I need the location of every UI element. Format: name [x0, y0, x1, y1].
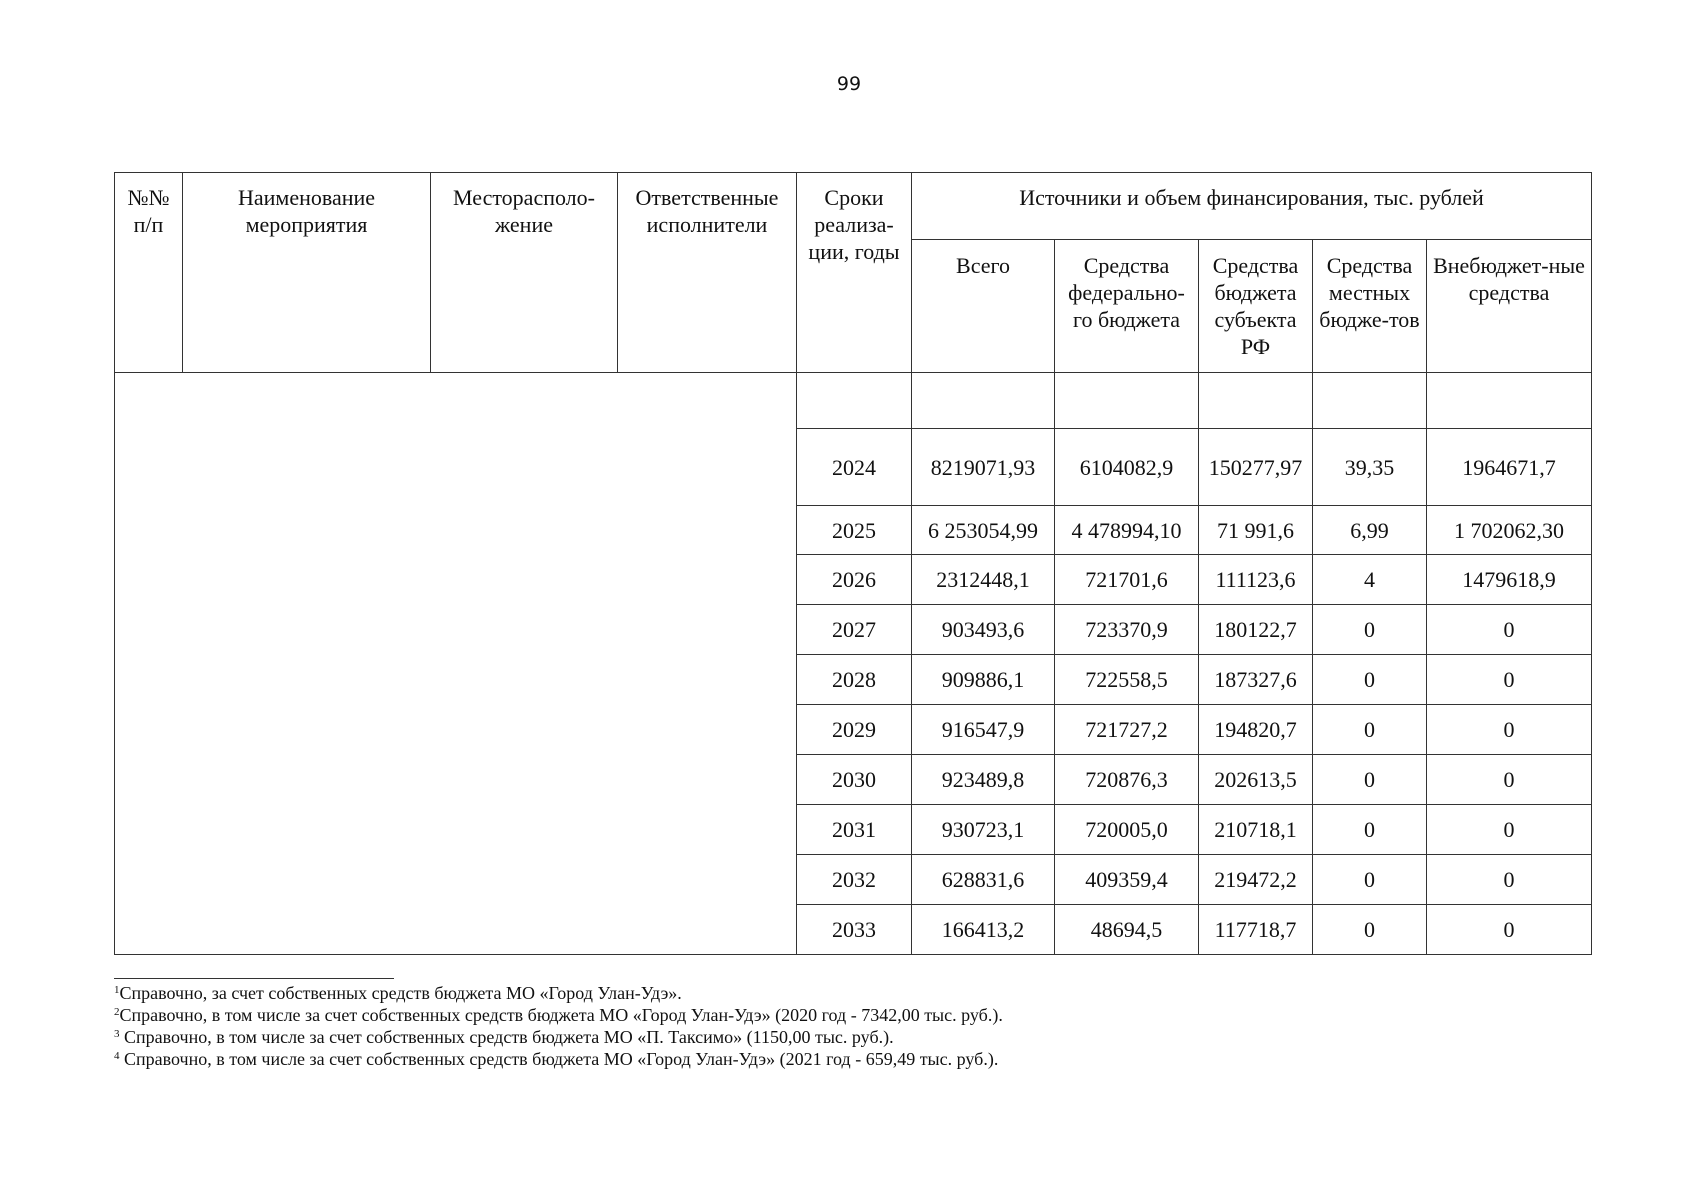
cell-federal: 721727,2 [1055, 705, 1199, 755]
cell-local: 0 [1313, 905, 1427, 955]
footnote-text: Справочно, в том числе за счет собственных средств бюджета МО «Город Улан-Удэ» (2021 год - 659,49 тыс. руб.). [119, 1049, 999, 1069]
cell-year: 2027 [797, 605, 912, 655]
cell-extra: 1 702062,30 [1427, 506, 1592, 555]
cell-extra: 0 [1427, 805, 1592, 855]
footnote-text: Справочно, в том числе за счет собственных средств бюджета МО «П. Таксимо» (1150,00 тыс. руб.). [119, 1027, 894, 1047]
cell-year: 2033 [797, 905, 912, 955]
footnote [114, 1026, 1003, 1048]
header-federal: Средства федерально-го бюджета [1055, 240, 1199, 373]
cell-local [1313, 373, 1427, 429]
cell-year: 2025 [797, 506, 912, 555]
cell-federal: 4 478994,10 [1055, 506, 1199, 555]
cell-subject [1199, 373, 1313, 429]
cell-year [797, 373, 912, 429]
footnote-mark: 1 [114, 984, 120, 996]
header-local: Средства местных бюдже-тов [1313, 240, 1427, 373]
cell-extra: 0 [1427, 855, 1592, 905]
footnote [114, 982, 1003, 1004]
cell-local: 0 [1313, 855, 1427, 905]
cell-federal: 721701,6 [1055, 555, 1199, 605]
table-body [115, 373, 1592, 955]
page-number: 99 [836, 73, 862, 95]
cell-local: 0 [1313, 655, 1427, 705]
header-extra: Внебюджет-ные средства [1427, 240, 1592, 373]
cell-total: 6 253054,99 [912, 506, 1055, 555]
cell-extra: 1964671,7 [1427, 429, 1592, 506]
cell-subject: 219472,2 [1199, 855, 1313, 905]
cell-total: 2312448,1 [912, 555, 1055, 605]
footnote [114, 1048, 1003, 1070]
cell-total: 909886,1 [912, 655, 1055, 705]
cell-subject: 150277,97 [1199, 429, 1313, 506]
footnote [114, 1004, 1003, 1026]
cell-subject: 202613,5 [1199, 755, 1313, 805]
footnote-text: Справочно, за счет собственных средств бюджета МО «Город Улан-Удэ». [119, 983, 682, 1003]
cell-extra: 0 [1427, 755, 1592, 805]
cell-extra: 0 [1427, 605, 1592, 655]
cell-federal: 6104082,9 [1055, 429, 1199, 506]
merged-blank-area [115, 373, 797, 955]
cell-year: 2029 [797, 705, 912, 755]
cell-extra: 0 [1427, 905, 1592, 955]
header-location: Месторасполо-жение [431, 173, 618, 373]
footnote-divider [114, 978, 394, 979]
cell-total: 903493,6 [912, 605, 1055, 655]
cell-federal: 48694,5 [1055, 905, 1199, 955]
cell-total: 166413,2 [912, 905, 1055, 955]
cell-year: 2028 [797, 655, 912, 705]
cell-federal: 722558,5 [1055, 655, 1199, 705]
cell-subject: 111123,6 [1199, 555, 1313, 605]
header-subject: Средства бюджета субъекта РФ [1199, 240, 1313, 373]
cell-extra [1427, 373, 1592, 429]
cell-total: 916547,9 [912, 705, 1055, 755]
cell-local: 4 [1313, 555, 1427, 605]
header-name: Наименование мероприятия [183, 173, 431, 373]
cell-local: 0 [1313, 705, 1427, 755]
cell-total [912, 373, 1055, 429]
cell-federal [1055, 373, 1199, 429]
cell-subject: 194820,7 [1199, 705, 1313, 755]
header-period: Сроки реализа-ции, годы [797, 173, 912, 373]
cell-federal: 720876,3 [1055, 755, 1199, 805]
cell-local: 0 [1313, 605, 1427, 655]
cell-subject: 180122,7 [1199, 605, 1313, 655]
header-total: Всего [912, 240, 1055, 373]
cell-extra: 1479618,9 [1427, 555, 1592, 605]
cell-local: 39,35 [1313, 429, 1427, 506]
cell-subject: 210718,1 [1199, 805, 1313, 855]
cell-extra: 0 [1427, 705, 1592, 755]
cell-total: 628831,6 [912, 855, 1055, 905]
cell-year: 2024 [797, 429, 912, 506]
cell-year: 2032 [797, 855, 912, 905]
cell-local: 0 [1313, 805, 1427, 855]
cell-total: 8219071,93 [912, 429, 1055, 506]
cell-subject: 187327,6 [1199, 655, 1313, 705]
footnote-mark: 3 [114, 1028, 120, 1040]
header-row-1 [115, 173, 1592, 240]
header-responsible: Ответственные исполнители [618, 173, 797, 373]
cell-local: 0 [1313, 755, 1427, 805]
cell-year: 2030 [797, 755, 912, 805]
cell-extra: 0 [1427, 655, 1592, 705]
cell-subject: 117718,7 [1199, 905, 1313, 955]
cell-local: 6,99 [1313, 506, 1427, 555]
footnote-mark: 2 [114, 1006, 120, 1018]
footnote-mark: 4 [114, 1050, 120, 1062]
financing-table [114, 172, 1592, 955]
table-row [115, 373, 1592, 429]
footnote-text: Справочно, в том числе за счет собственных средств бюджета МО «Город Улан-Удэ» (2020 год - 7342,00 тыс. руб.). [119, 1005, 1003, 1025]
cell-year: 2031 [797, 805, 912, 855]
cell-federal: 720005,0 [1055, 805, 1199, 855]
header-financing: Источники и объем финансирования, тыс. рублей [912, 173, 1592, 240]
cell-federal: 723370,9 [1055, 605, 1199, 655]
footnotes [114, 982, 1003, 1070]
header-num: №№ п/п [115, 173, 183, 373]
cell-subject: 71 991,6 [1199, 506, 1313, 555]
cell-year: 2026 [797, 555, 912, 605]
cell-federal: 409359,4 [1055, 855, 1199, 905]
cell-total: 930723,1 [912, 805, 1055, 855]
cell-total: 923489,8 [912, 755, 1055, 805]
